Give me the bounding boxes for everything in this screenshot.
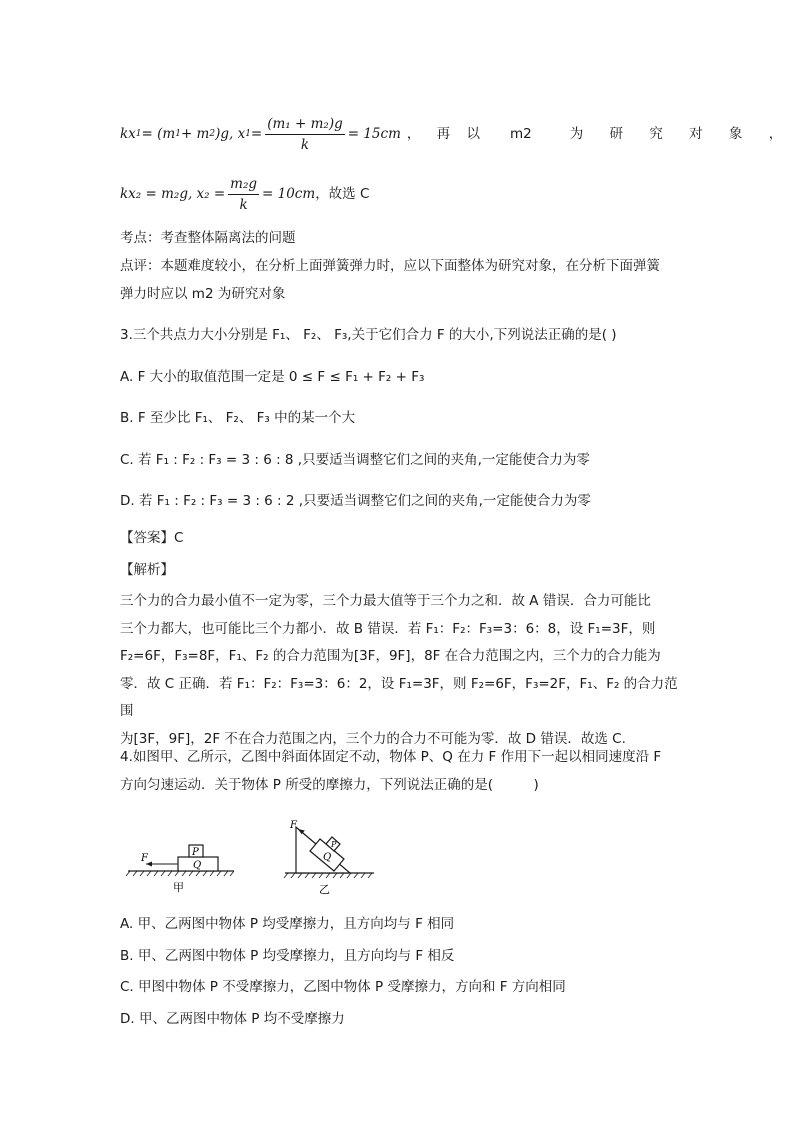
kaodian-line: 考点：考查整体隔离法的问题: [120, 230, 296, 246]
eq1-frac-denominator: k: [300, 136, 310, 153]
eq2-fraction: [228, 174, 259, 215]
figure-jia: [126, 845, 234, 894]
eq1-lhs: kx: [120, 126, 136, 142]
eq2-result: = 10cm: [262, 186, 316, 202]
q3-analysis-line: 零．故 C 正确．若 F₁：F₂：F₃=3：6：2，设 F₁=3F，则 F₂=6F，F₃=2F，F₁、F₂ 的合力范围: [120, 675, 678, 719]
eq2-lhs: kx₂ = m₂g, x₂ =: [120, 186, 226, 202]
dianping-line-2: 弹力时应以 m2 为研究对象: [120, 286, 286, 302]
q3-analysis-line: 三个力的合力最小值不一定为零，三个力最大值等于三个力之和．故 A 错误．合力可能比: [120, 593, 651, 609]
jia-label-p: P: [192, 847, 199, 858]
eq2-frac-numerator: m₂g: [228, 174, 259, 195]
yi-label-f: F: [290, 820, 297, 831]
jia-label-q: Q: [193, 860, 202, 871]
q4-stem-2: 方向匀速运动．关于物体 P 所受的摩擦力，下列说法正确的是( ): [120, 777, 539, 793]
q3-analysis-line: 三个力都大，也可能比三个力都小．故 B 错误．若 F₁：F₂：F₃=3：6：8，设 F₁=3F，则: [120, 620, 656, 637]
eq1-result: = 15cm: [347, 126, 401, 142]
q3-analysis-label: 【解析】: [120, 562, 174, 578]
jia-ground-hatch: [126, 871, 234, 876]
q3-option-d: D. 若 F₁ : F₂ : F₃ = 3 : 6 : 2 ,只要适当调整它们之间的夹角,一定能使合力为零: [120, 493, 591, 509]
q4-figures: [120, 815, 390, 897]
eq1-frac-numerator: (m₁ + m₂)g: [265, 114, 345, 135]
equation-line-2: [120, 168, 369, 220]
q3-answer: 【答案】C: [120, 530, 184, 546]
jia-caption: 甲: [173, 881, 184, 894]
jia-label-f: F: [141, 853, 148, 864]
eq1-fraction: [265, 114, 345, 155]
yi-label-p: P: [331, 840, 337, 849]
q4-option-a: A. 甲、乙两图中物体 P 均受摩擦力，且方向均与 F 相同: [120, 916, 455, 932]
q3-option-c: C. 若 F₁ : F₂ : F₃ = 3 : 6 : 8 ,只要适当调整它们之间的夹角,一定能使合力为零: [120, 452, 590, 468]
eq1-rhs-c: )g, x: [215, 126, 246, 142]
yi-label-q: Q: [323, 852, 332, 863]
q4-option-c: C. 甲图中物体 P 不受摩擦力，乙图中物体 P 受摩擦力，方向和 F 方向相同: [120, 979, 566, 995]
eq1-rhs: = (m: [141, 126, 176, 142]
q3-stem: 3.三个共点力大小分别是 F₁、 F₂、 F₃,关于它们合力 F 的大小,下列说法正确的是( ): [120, 327, 617, 343]
q3-analysis: [120, 588, 680, 753]
q3-option-a: A. F 大小的取值范围一定是 0 ≤ F ≤ F₁ + F₂ + F₃: [120, 369, 425, 385]
equation-line-1: kx 1 = (m 1 + m 2 )g, x 1 = $\frac{\text{(m₁ + m₂)g}}{k}$ = 15cm ， 再 以 m2 为 研 究 对 象 ，: [120, 115, 794, 153]
q4-option-b: B. 甲、乙两图中物体 P 均受摩擦力，且方向均与 F 相反: [120, 948, 455, 964]
eq2-frac-denominator: k: [239, 196, 248, 213]
figure-yi: [284, 820, 374, 896]
eq1-rhs-b: + m: [180, 126, 210, 142]
dianping-line-1: 点评：本题难度较小，在分析上面弹簧弹力时，应以下面整体为研究对象，在分析下面弹簧: [120, 258, 660, 274]
eq2-tail: ，故选 C: [315, 186, 370, 202]
eq1-tail-2: 为 研 究 对 象 ，: [569, 126, 794, 142]
q4-stem-1: 4.如图甲、乙所示，乙图中斜面体固定不动，物体 P、Q 在力 F 作用下一起以相同速度沿 F: [120, 749, 662, 765]
yi-caption: 乙: [319, 883, 330, 896]
eq1-tail-m2: m2: [509, 126, 532, 142]
yi-ground-hatch: [284, 873, 372, 878]
q3-option-b: B. F 至少比 F₁、 F₂、 F₃ 中的某一个大: [120, 410, 356, 426]
eq1-tail-1: ， 再 以: [406, 126, 486, 142]
q4-option-d: D. 甲、乙两图中物体 P 均不受摩擦力: [120, 1011, 345, 1027]
eq1-rhs-d: =: [250, 126, 263, 142]
q3-analysis-line: F₂=6F，F₃=8F，F₁、F₂ 的合力范围为[3F，9F]，8F 在合力范围之内，三个力的合力能为: [120, 648, 661, 664]
q3-analysis-line: 为[3F，9F]，2F 不在合力范围之内，三个力的合力不可能为零．故 D 错误．故选 C.: [120, 730, 626, 747]
